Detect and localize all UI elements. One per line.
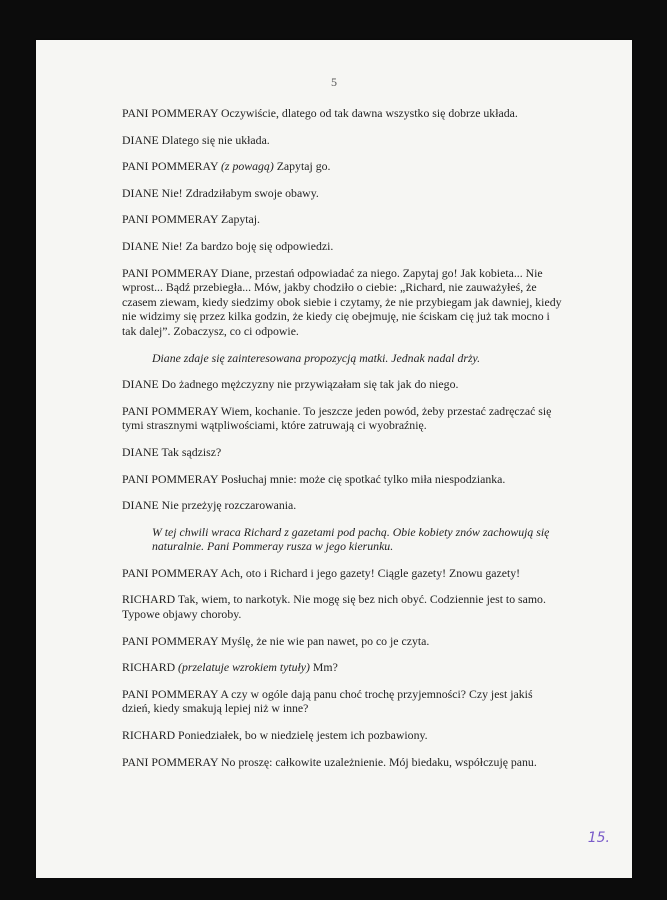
stage-direction-text: W tej chwili wraca Richard z gazetami pod pachą. Obie kobiety znów zachowują się naturalnie. Pani Pommeray rusza w jego kierunku. <box>152 524 550 554</box>
line-text: Zapytaj. <box>218 212 260 227</box>
dialogue-line <box>122 377 562 392</box>
speaker-name: PANI POMMERAY <box>122 754 219 769</box>
dialogue-line <box>122 755 562 770</box>
line-text: Diane, przestań odpowiadać za niego. Zapytaj go! Jak kobieta... Nie wprost... Bądź przebiegła... Mów, jakby chodziło o ciebie: „Richard, nie zauważyłeś, że czasem ziewam, kiedy siedzimy obok siebie i czytamy, że nie przybiegam jak dawniej, kiedy nie widzimy się przez kilka godzin, że kiedy cię obejmuję, nie ściskam cię już tak mocno i tak dalej”. Zobaczysz, co ci odpowie. <box>122 265 562 338</box>
speaker-name: RICHARD <box>122 728 176 743</box>
inline-stage-direction: (przelatuje wzrokiem tytuły) <box>178 660 310 675</box>
speaker-name: PANI POMMERAY <box>122 403 219 418</box>
line-text: Dlatego się nie układa. <box>158 132 270 147</box>
line-text: Nie przeżyję rozczarowania. <box>158 498 297 513</box>
line-text: Posłuchaj mnie: może cię spotkać tylko miła niespodzianka. <box>218 471 506 486</box>
stage-direction <box>122 525 562 554</box>
dialogue-line <box>122 133 562 148</box>
line-text: Tak, wiem, to narkotyk. Nie mogę się bez nich obyć. Codziennie jest to samo. Typowe objawy choroby. <box>122 592 546 622</box>
line-text: Zapytaj go. <box>273 159 331 174</box>
line-text: Wiem, kochanie. To jeszcze jeden powód, żeby przestać zadręczać się tymi strasznymi wątpliwościami, które zatruwają ci wyobraźnię. <box>122 403 552 433</box>
speaker-name: PANI POMMERAY <box>122 471 219 486</box>
inline-stage-direction: (z powagą) <box>221 159 274 174</box>
speaker-name: RICHARD <box>122 592 176 607</box>
speaker-name: DIANE <box>122 377 159 392</box>
line-text: Poniedziałek, bo w niedzielę jestem ich pozbawiony. <box>175 728 428 743</box>
line-text: Tak sądzisz? <box>158 444 222 459</box>
speaker-name: PANI POMMERAY <box>122 565 219 580</box>
line-text: Nie! Zdradziłabym swoje obawy. <box>158 185 319 200</box>
page-number: 5 <box>331 75 337 89</box>
speaker-name: DIANE <box>122 498 159 513</box>
speaker-name: PANI POMMERAY <box>122 159 219 174</box>
dialogue-line <box>122 404 562 433</box>
dialogue-line <box>122 566 562 581</box>
document-page <box>36 40 632 878</box>
speaker-name: PANI POMMERAY <box>122 686 219 701</box>
line-text: A czy w ogóle dają panu choć trochę przyjemności? Czy jest jakiś dzień, kiedy smakują lepiej niż w inne? <box>122 686 533 716</box>
dialogue-line <box>122 498 562 513</box>
line-text: No proszę: całkowite uzależnienie. Mój biedaku, współczuję panu. <box>218 754 537 769</box>
speaker-name: DIANE <box>122 238 159 253</box>
speaker-name: DIANE <box>122 132 159 147</box>
line-text: Oczywiście, dlatego od tak dawna wszystko się dobrze układa. <box>218 106 518 120</box>
line-text: Mm? <box>309 660 338 675</box>
dialogue-line <box>122 445 562 460</box>
speaker-name: PANI POMMERAY <box>122 265 219 280</box>
speaker-name: DIANE <box>122 185 159 200</box>
speaker-name: DIANE <box>122 444 159 459</box>
speaker-name: PANI POMMERAY <box>122 633 219 648</box>
handwritten-page-mark: 15. <box>587 830 610 846</box>
line-text: Ach, oto i Richard i jego gazety! Ciągle gazety! Znowu gazety! <box>218 565 521 580</box>
dialogue-line <box>122 472 562 487</box>
stage-direction <box>122 351 562 366</box>
stage-direction-text: Diane zdaje się zainteresowana propozycją matki. Jednak nadal drży. <box>152 350 481 365</box>
dialogue-line <box>122 106 562 121</box>
line-text: Myślę, że nie wie pan nawet, po co je czyta. <box>218 633 430 648</box>
line-text: Do żadnego mężczyzny nie przywiązałam się tak jak do niego. <box>158 377 459 392</box>
dialogue-line <box>122 634 562 649</box>
dialogue-line <box>122 592 562 621</box>
speaker-name: PANI POMMERAY <box>122 106 219 120</box>
script-text <box>122 106 562 781</box>
dialogue-line <box>122 266 562 339</box>
line-text: Nie! Za bardzo boję się odpowiedzi. <box>158 238 334 253</box>
dialogue-line <box>122 186 562 201</box>
dialogue-line <box>122 159 562 174</box>
dialogue-line <box>122 660 562 675</box>
dialogue-line <box>122 212 562 227</box>
dialogue-line <box>122 728 562 743</box>
dialogue-line <box>122 687 562 716</box>
dialogue-line <box>122 239 562 254</box>
speaker-name: PANI POMMERAY <box>122 212 219 227</box>
speaker-name: RICHARD <box>122 660 176 675</box>
